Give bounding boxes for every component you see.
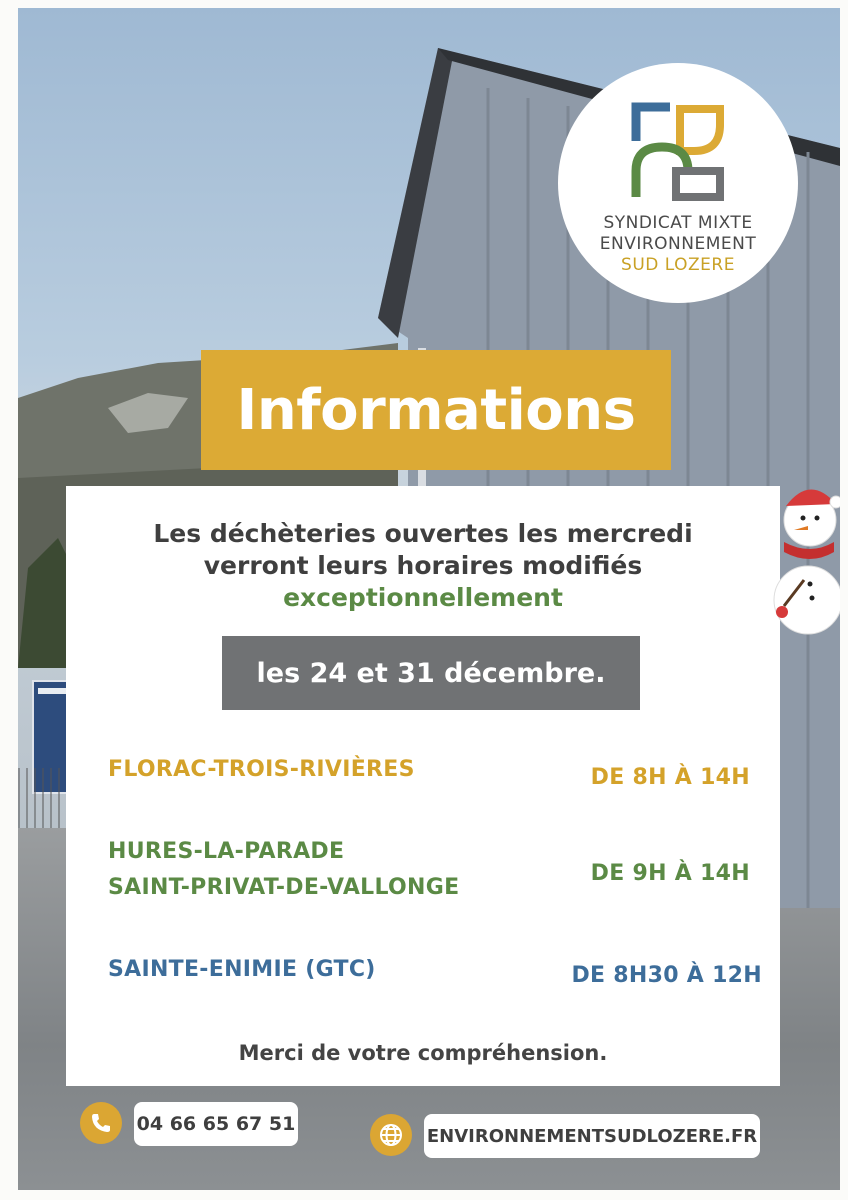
phone-icon [80,1102,122,1144]
website-link[interactable]: ENVIRONNEMENTSUDLOZERE.FR [424,1114,760,1158]
intro-line-2: verront leurs horaires modifiés [203,551,643,580]
logo [558,63,798,303]
location-hures: HURES-LA-PARADE [108,839,345,864]
intro-line-3: exceptionnellement [283,583,563,612]
hours-sainte-enimie: DE 8H30 À 12H [571,963,762,988]
intro-line-1: Les déchèteries ouvertes les mercredi [153,519,693,548]
logo-text [558,213,798,276]
hours-hures: DE 9H À 14H [590,861,750,886]
intro-text [66,518,780,614]
phone-number[interactable]: 04 66 65 67 51 [134,1102,298,1146]
title-banner: Informations [201,350,671,470]
logo-line-2: ENVIRONNEMENT [599,234,757,254]
location-florac: FLORAC-TROIS-RIVIÈRES [108,757,415,782]
snowman-illustration [770,480,840,660]
logo-mark-icon [628,101,728,201]
flyer [18,8,840,1190]
hours-florac: DE 8H À 14H [590,765,750,790]
logo-line-1: SYNDICAT MIXTE [603,213,753,233]
thanks-text: Merci de votre compréhension. [238,1041,608,1065]
info-card [66,486,780,1086]
location-sainte-enimie: SAINTE-ENIMIE (GTC) [108,957,376,982]
globe-icon [370,1114,412,1156]
dates-box: les 24 et 31 décembre. [222,636,640,710]
location-saint-privat: SAINT-PRIVAT-DE-VALLONGE [108,875,460,900]
logo-line-3: SUD LOZERE [621,255,735,275]
